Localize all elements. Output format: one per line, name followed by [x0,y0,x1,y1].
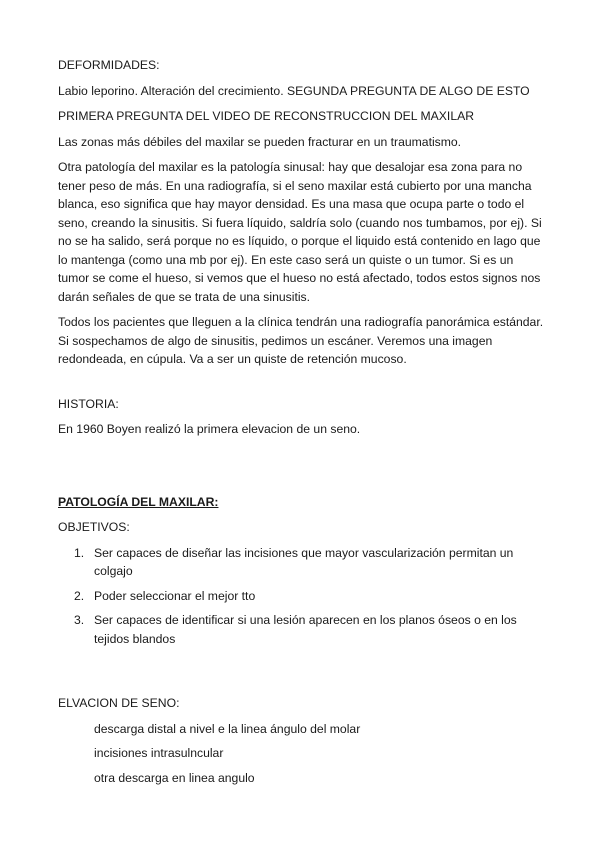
elevacion-item: incisiones intrasulncular [94,746,224,760]
list-item [58,544,544,581]
patologia-heading: PATOLOGÍA DEL MAXILAR: [58,494,219,509]
objectives-list [58,544,544,649]
list-item-text: Poder seleccionar el mejor tto [94,588,256,603]
deformidades-paragraph: Otra patología del maxilar es la patología sinusal: hay que desalojar esa zona para no tener peso de más. En una radiografía, si el seno maxilar está cubierto por una mancha blanca, eso significa que hay mayor densidad. Es una masa que ocupa parte o todo el seno, creando la sinusitis. Si fuera líquido, saldría solo (cuando nos tumbamos, por ej). Si no se ha salido, será porque no es líquido, o porque el liquido está contenido en lago que lo mantenga (como una mb por ej). En este caso será un quiste o un tumor. Si es un tumor se come el hueso, si vemos que el hueso no está afectado, todos estos signos nos darán señales de que se trata de una sinusitis. [58,160,542,304]
list-item [58,587,544,606]
list-item-number: 3. [74,613,85,627]
deformidades-paragraph: Las zonas más débiles del maxilar se pueden fracturar en un traumatismo. [58,134,462,149]
list-item-number: 2. [74,588,85,603]
document-page [58,56,544,793]
deformidades-heading: DEFORMIDADES: [58,58,160,72]
deformidades-paragraph: PRIMERA PREGUNTA DEL VIDEO DE RECONSTRUCCION DEL MAXILAR [58,109,475,123]
deformidades-paragraph: Todos los pacientes que lleguen a la clínica tendrán una radiografía panorámica estándar. Si sospechamos de algo de sinusitis, pedimos un escáner. Veremos una imagen redondeada, en cúpula. Va a ser un quiste de retención mucoso. [58,315,544,366]
elevacion-item: descarga distal a nivel e la linea ángulo del molar [94,721,361,736]
deformidades-paragraph: Labio leporino. Alteración del crecimiento. SEGUNDA PREGUNTA DE ALGO DE ESTO [58,83,530,98]
list-item-text: Ser capaces de identificar si una lesión aparecen en los planos óseos o en los tejidos blandos [94,613,517,646]
historia-text: En 1960 Boyen realizó la primera elevacion de un seno. [58,422,361,436]
elevacion-item: otra descarga en linea angulo [94,770,255,785]
historia-heading: HISTORIA: [58,396,119,411]
elevacion-heading: ELVACION DE SENO: [58,696,180,710]
list-item-text: Ser capaces de diseñar las incisiones que mayor vascularización permitan un colgajo [94,545,514,578]
objetivos-heading: OBJETIVOS: [58,520,130,534]
list-item [58,611,544,648]
list-item-number: 1. [74,545,85,560]
